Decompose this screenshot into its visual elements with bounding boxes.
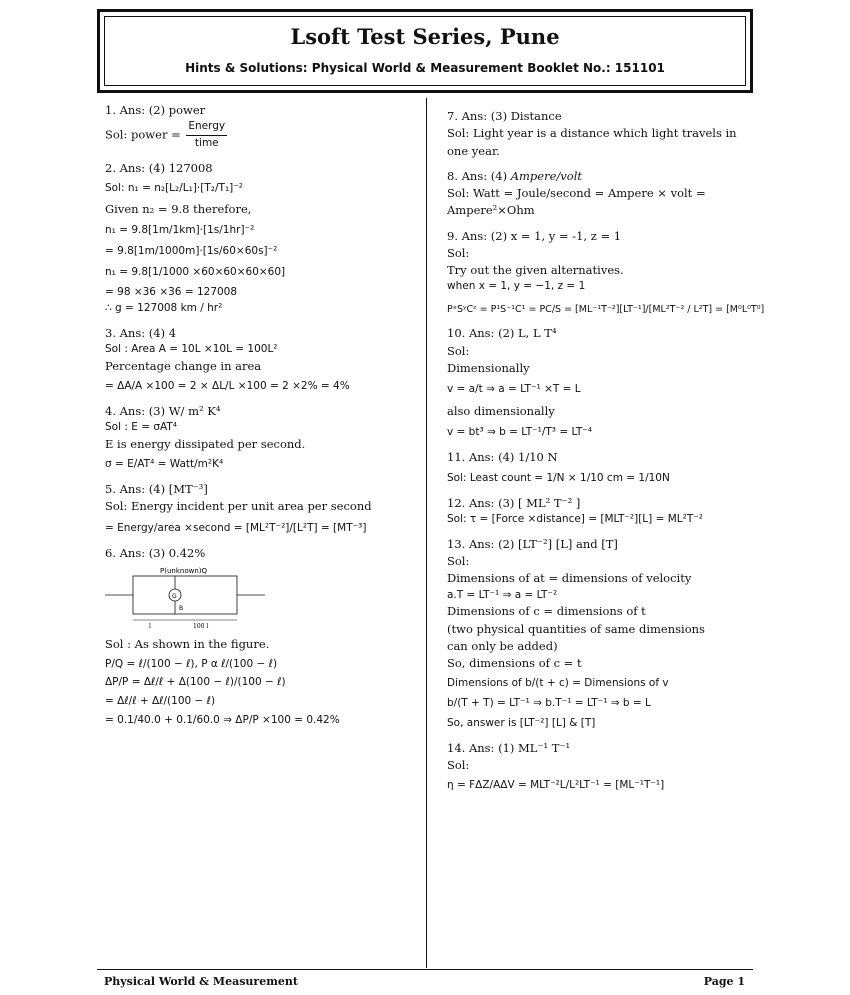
question-1 <box>105 102 420 152</box>
solution-14-line-2: η = FΔZ/AΔV = MLT⁻²L/L²LT⁻¹ = [ML⁻¹T⁻¹] <box>447 779 665 791</box>
solution-2-line-2: Given n₂ = 9.8 therefore, <box>105 201 252 216</box>
answer-1: 1. Ans: (2) power <box>105 103 206 117</box>
page-title: Lsoft Test Series, Pune <box>290 24 560 49</box>
solution-13-line-3: a.T = LT⁻¹ ⇒ a = LT⁻² <box>447 588 558 601</box>
answer-8: 8. Ans: (4) Ampere/volt <box>447 168 582 183</box>
figure-label-g: G <box>172 593 177 601</box>
answer-7: 7. Ans: (3) Distance <box>447 109 562 123</box>
solution-4-line-1: Sol : E = σAT⁴ <box>105 421 177 433</box>
solution-3-line-3: = ΔA/A ×100 = 2 × ΔL/L ×100 = 2 ×2% = 4% <box>105 380 350 392</box>
solution-13-line-10: So, answer is [LT⁻²] [L] & [T] <box>447 716 596 729</box>
question-4 <box>105 403 420 473</box>
solution-2-line-7: ∴ g = 127008 km / hr² <box>105 302 223 314</box>
solution-9-line-4: PˣSʸCᶻ = P¹S⁻¹C¹ = PC/S = [ML⁻¹T⁻²][LT⁻¹]/[ML²T⁻² / L²T] = [M⁰L⁰T⁰] <box>447 304 765 315</box>
question-6 <box>105 545 420 729</box>
solution-6-line-3: ΔP/P = Δℓ/ℓ + Δ(100 − ℓ)/(100 − ℓ) <box>105 676 286 689</box>
question-3 <box>105 325 420 395</box>
solution-4-line-3: σ = E/AT⁴ = Watt/m²K⁴ <box>105 458 224 470</box>
solution-2-line-4: = 9.8[1m/1000m]·[1s/60×60s]⁻² <box>105 244 278 257</box>
solution-5-line-1: Sol: Energy incident per unit area per second <box>105 499 372 513</box>
solution-6-line-5: = 0.1/40.0 + 0.1/60.0 ⇒ ΔP/P ×100 = 0.42% <box>105 713 340 726</box>
answer-4: 4. Ans: (3) W/ m² K⁴ <box>105 403 221 418</box>
question-5 <box>105 481 420 537</box>
left-column <box>105 102 420 737</box>
solution-2-line-6: = 98 ×36 ×36 = 127008 <box>105 286 238 299</box>
solution-2-line-5: n₁ = 9.8[1/1000 ×60×60×60×60] <box>105 265 286 278</box>
footer-page-number: Page 1 <box>703 975 745 988</box>
solution-13-line-6: can only be added) <box>447 638 558 653</box>
solution-13-line-4: Dimensions of c = dimensions of t <box>447 604 646 619</box>
meter-bridge-figure <box>105 564 305 634</box>
solution-7-line-1: Sol: Light year is a distance which light travels in <box>447 126 737 141</box>
answer-5: 5. Ans: (4) [MT⁻³] <box>105 481 208 496</box>
solution-1: Sol: power = $\frac{\text{Energy}}{\text{time}}$ <box>105 119 420 152</box>
solution-8-line-1: Sol: Watt = Joule/second = Ampere × volt = <box>447 186 706 200</box>
question-2 <box>105 160 420 317</box>
page-subtitle: Hints & Solutions: Physical World & Measurement Booklet No.: 151101 <box>185 61 665 75</box>
solution-13-line-7: So, dimensions of c = t <box>447 656 582 670</box>
solution-3-line-2: Percentage change in area <box>105 358 262 373</box>
solution-13-line-1: Sol: <box>447 554 470 568</box>
figure-label-l: l <box>149 623 151 631</box>
answer-9: 9. Ans: (2) x = 1, y = -1, z = 1 <box>447 228 622 243</box>
fraction-energy-time: $\frac{\text{Energy}}{\text{time}}$ <box>188 120 226 149</box>
footer-chapter: Physical World & Measurement <box>104 975 298 988</box>
figure-label-100-l: 100 l <box>193 623 209 631</box>
solution-14-line-1: Sol: <box>447 757 470 772</box>
answer-13: 13. Ans: (2) [LT⁻²] [L] and [T] <box>447 536 618 551</box>
solution-10-line-2: Dimensionally <box>447 360 530 375</box>
footer-rule <box>97 969 753 970</box>
answer-11: 11. Ans: (4) 1/10 N <box>447 449 558 464</box>
question-13 <box>447 536 752 732</box>
solution-10-line-1: Sol: <box>447 343 470 358</box>
solution-2-line-3: n₁ = 9.8[1m/1km]·[1s/1hr]⁻² <box>105 224 255 236</box>
solution-13-line-8: Dimensions of b/(t + c) = Dimensions of v <box>447 677 669 690</box>
answer-6: 6. Ans: (3) 0.42% <box>105 546 206 560</box>
solution-9-line-2: Try out the given alternatives. <box>447 263 624 277</box>
figure-label-p: P(unknown)Q <box>160 567 208 576</box>
answer-14: 14. Ans: (1) ML⁻¹ T⁻¹ <box>447 740 571 755</box>
question-7 <box>447 108 752 160</box>
column-divider <box>426 98 427 968</box>
solution-10-line-5: v = bt³ ⇒ b = LT⁻¹/T³ = LT⁻⁴ <box>447 426 593 438</box>
solution-3-line-1: Sol : Area A = 10L ×10L = 100L² <box>105 343 278 355</box>
answer-3: 3. Ans: (4) 4 <box>105 325 177 340</box>
solution-12-line-1: Sol: τ = [Force ×distance] = [MLT⁻²][L] = ML²T⁻² <box>447 513 703 525</box>
solution-9-line-3: when x = 1, y = −1, z = 1 <box>447 280 586 293</box>
answer-12: 12. Ans: (3) [ ML² T⁻² ] <box>447 495 581 510</box>
question-10 <box>447 325 752 441</box>
solution-7-line-2: one year. <box>447 143 500 158</box>
solution-4-line-2: E is energy dissipated per second. <box>105 436 306 451</box>
question-14 <box>447 740 752 794</box>
right-column <box>447 108 765 802</box>
solution-9-line-1: Sol: <box>447 245 470 260</box>
solution-5-line-2: = Energy/area ×second = [ML²T⁻²]/[L²T] = [MT⁻³] <box>105 522 367 535</box>
solution-6-line-1: Sol : As shown in the figure. <box>105 637 270 652</box>
header-box <box>97 9 753 93</box>
solution-13-line-2: Dimensions of at = dimensions of velocity <box>447 571 692 586</box>
solution-2-line-1: Sol: n₁ = n₂[L₂/L₁]·[T₂/T₁]⁻² <box>105 182 243 194</box>
solution-13-line-5: (two physical quantities of same dimensions <box>447 621 705 636</box>
solution-6-line-4: = Δℓ/ℓ + Δℓ/(100 − ℓ) <box>105 695 216 707</box>
answer-10: 10. Ans: (2) L, L T⁴ <box>447 326 557 341</box>
solution-6-line-2: P/Q = ℓ/(100 − ℓ), P α ℓ/(100 − ℓ) <box>105 657 278 670</box>
solution-10-line-4: also dimensionally <box>447 403 555 418</box>
solution-13-line-9: b/(T + T) = LT⁻¹ ⇒ b.T⁻¹ = LT⁻¹ ⇒ b = L <box>447 697 651 709</box>
solution-10-line-3: v = a/t ⇒ a = LT⁻¹ ×T = L <box>447 383 581 395</box>
question-8 <box>447 168 752 220</box>
question-9 <box>447 228 765 318</box>
question-11 <box>447 449 752 487</box>
question-12 <box>447 495 752 528</box>
solution-8-line-2: Ampere²×Ohm <box>447 203 535 218</box>
figure-label-b: B <box>179 605 184 613</box>
answer-2: 2. Ans: (4) 127008 <box>105 160 213 175</box>
solution-11-line-1: Sol: Least count = 1/N × 1/10 cm = 1/10N <box>447 472 670 484</box>
